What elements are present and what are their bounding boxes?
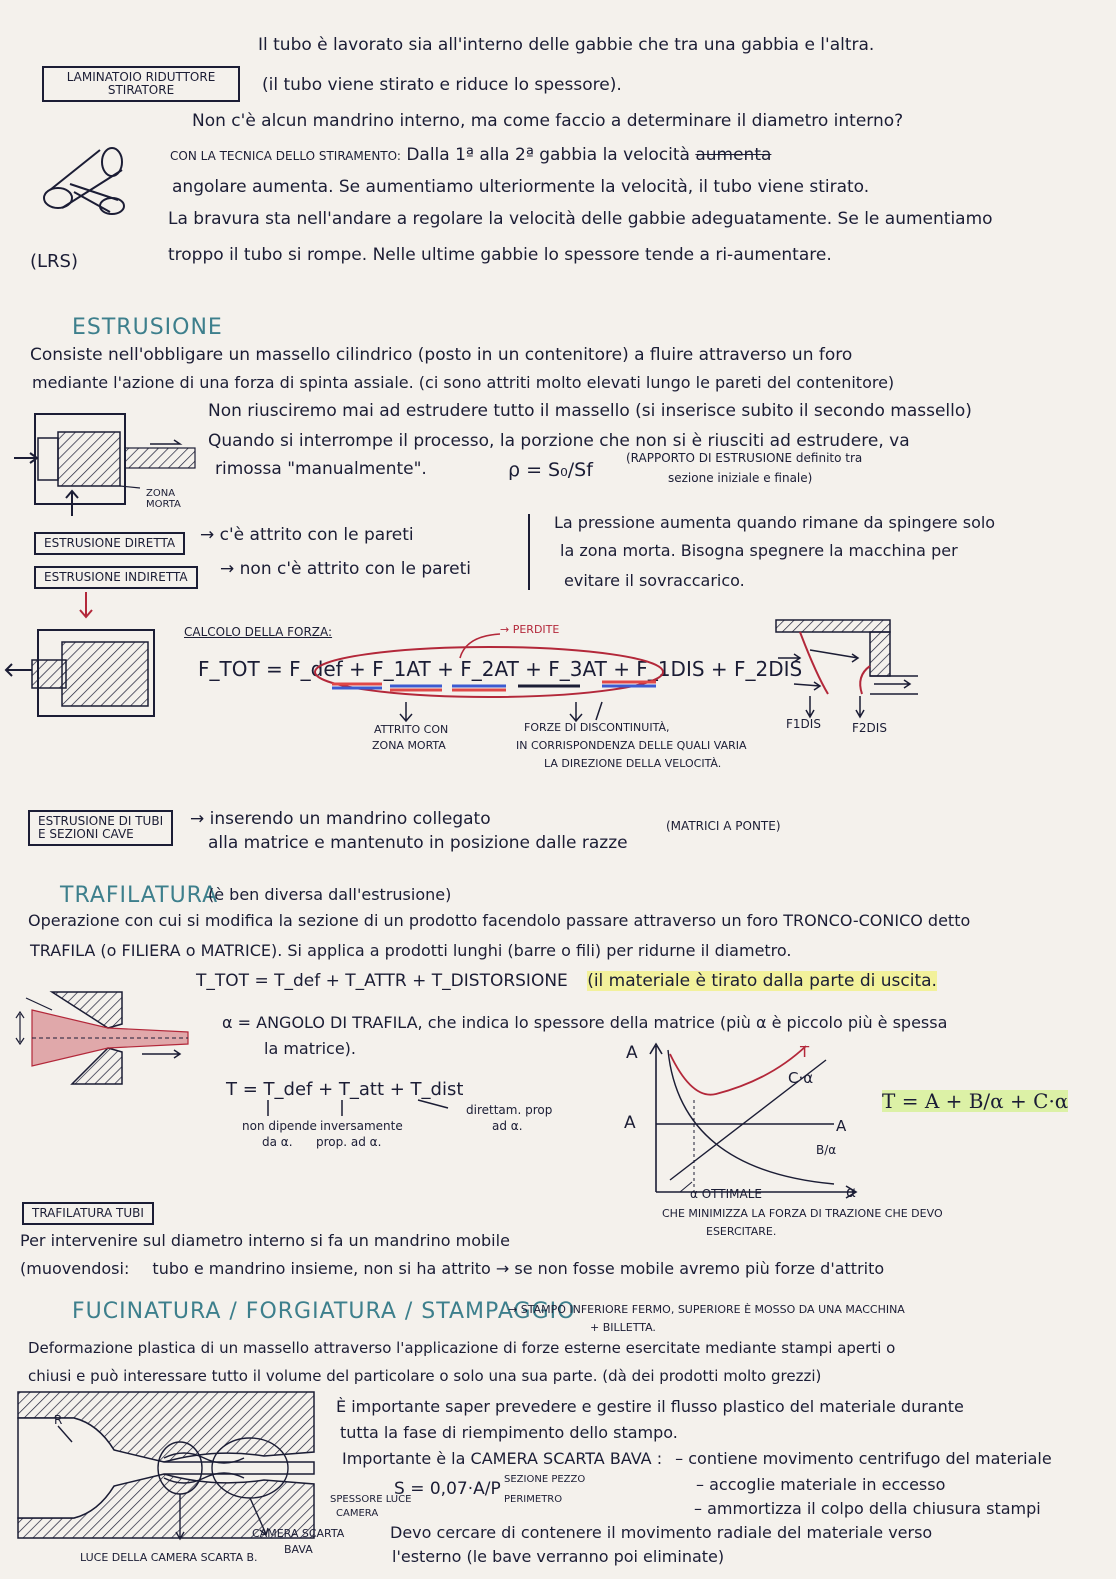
estrusione-title: ESTRUSIONE	[72, 315, 223, 340]
fucinatura-line3: È importante saper prevedere e gestire il flusso plastico del materiale durante	[336, 1397, 964, 1416]
estrusione-diretta-desc: c'è attrito con le pareti	[219, 525, 414, 545]
estrusione-diretta-text: → c'è attrito con le pareti	[200, 525, 414, 545]
graph-t-label: T	[800, 1043, 810, 1061]
fucinatura-line6: – accoglie materiale in eccesso	[696, 1475, 946, 1494]
ann-attrito-line2: ZONA MORTA	[372, 739, 446, 752]
laminatoio-line6: La bravura sta nell'andare a regolare la velocità delle gabbie adeguatamente. Se le aumentiamo	[168, 209, 993, 229]
trafilatura-line2: TRAFILA (o FILIERA o MATRICE). Si applica a prodotti lunghi (barre o fili) per ridurne il diametro.	[30, 941, 792, 960]
fucinatura-line5-b: – contiene movimento centrifugo del materiale	[675, 1449, 1052, 1468]
luce-camera-label: LUCE DELLA CAMERA SCARTA B.	[80, 1551, 258, 1564]
drawing-force-graph	[620, 1040, 870, 1210]
graph-ca-label: C·α	[788, 1069, 814, 1087]
perdite-text: PERDITE	[512, 623, 560, 636]
s-note-perimetro: PERIMETRO	[504, 1494, 563, 1505]
laminatoio-line7: troppo il tubo si rompe. Nelle ultime gabbie lo spessore tende a ri-aumentare.	[168, 245, 832, 265]
estrusione-line3: Non riusciremo mai ad estrudere tutto il massello (si inserisce subito il secondo massello)	[208, 401, 972, 421]
laminatoio-struck-word: aumenta	[695, 145, 772, 165]
estrusione-line4: Quando si interrompe il processo, la porzione che non si è riusciti ad estrudere, va	[208, 431, 910, 451]
direct-extrusion-diagram	[10, 408, 200, 528]
estrusione-tubi-box	[28, 810, 173, 846]
trafilatura-tubi-line2-a: (muovendosi:	[20, 1259, 130, 1278]
estrusione-indiretta-label: ESTRUSIONE INDIRETTA	[34, 566, 198, 589]
drawing-die-diagram	[12, 988, 192, 1088]
laminatoio-line4-text: Dalla 1ª alla 2ª gabbia la velocità	[406, 145, 690, 165]
trafilatura-tubi-line2-b: tubo e mandrino insieme, non si ha attrito → se non fosse mobile avremo più forze d'attrito	[152, 1259, 885, 1278]
trafilatura-formula1	[196, 972, 937, 991]
graph-caption-line1: CHE MINIMIZZA LA FORZA DI TRAZIONE CHE DEVO	[662, 1207, 943, 1220]
laminatoio-box	[42, 66, 240, 102]
laminatoio-line3: Non c'è alcun mandrino interno, ma come faccio a determinare il diametro interno?	[192, 111, 904, 131]
estrusione-tubi-line1: ESTRUSIONE DI TUBI	[38, 814, 164, 828]
dep-tdist-line2: ad α.	[492, 1119, 523, 1133]
estrusione-tubi-text2: alla matrice e mantenuto in posizione dalle razze	[208, 833, 628, 853]
dep-tdef-line1: non dipende	[242, 1119, 317, 1133]
laminatoio-line1: Il tubo è lavorato sia all'interno delle gabbie che tra una gabbia e l'altra.	[258, 35, 875, 55]
force-formula: F_TOT = F_def + F_1AT + F_2AT + F_3AT + F_1DIS + F_2DIS	[198, 657, 803, 681]
zona-morta-label: ZONA MORTA	[146, 488, 181, 510]
fucinatura-title-note2: + BILLETTA.	[590, 1321, 656, 1334]
trafilatura-title: TRAFILATURA	[60, 883, 219, 908]
estrusione-line2: mediante l'azione di una forza di spinta assiale. (ci sono attriti molto elevati lungo le pareti del contenitore)	[32, 373, 895, 392]
s-note-sezione: SEZIONE PEZZO	[504, 1474, 586, 1485]
ann-forze-line2: IN CORRISPONDENZA DELLE QUALI VARIA	[516, 739, 747, 752]
estrusione-diretta-label: ESTRUSIONE DIRETTA	[34, 532, 185, 555]
lrs-label: (LRS)	[30, 251, 79, 272]
fucinatura-title: FUCINATURA / FORGIATURA / STAMPAGGIO	[72, 1299, 576, 1324]
estrusione-indiretta-desc: non c'è attrito con le pareti	[239, 559, 472, 579]
bracket-line	[524, 512, 534, 592]
rho-formula: ρ = S₀/Sf	[508, 459, 593, 481]
fucinatura-line5-a: Importante è la CAMERA SCARTA BAVA :	[342, 1449, 663, 1468]
ann-forze-line1: FORZE DI DISCONTINUITÀ,	[524, 721, 670, 734]
graph-a-top: A	[626, 1043, 638, 1063]
rho-note-line1: (RAPPORTO DI ESTRUSIONE definito tra	[626, 451, 863, 465]
graph-a-right: A	[836, 1117, 847, 1135]
laminatoio-line4	[170, 146, 771, 165]
trafilatura-line1: Operazione con cui si modifica la sezione di un prodotto facendolo passare attraverso un foro TRONCO-CONICO detto	[28, 911, 971, 930]
pressione-line1: La pressione aumenta quando rimane da spingere solo	[554, 513, 996, 532]
estrusione-line1: Consiste nell'obbligare un massello cilindrico (posto in un contenitore) a fluire attraverso un foro	[30, 345, 853, 365]
fucinatura-title-note1: → STAMPO INFERIORE FERMO, SUPERIORE È MOSSO DA UNA MACCHINA	[508, 1303, 905, 1316]
laminatoio-line2: (il tubo viene stirato e riduce lo spessore).	[262, 75, 622, 95]
dep-tatt-line2: prop. ad α.	[316, 1135, 382, 1149]
spessore-luce-line1: SPESSORE LUCE	[330, 1494, 412, 1505]
camera-scarta-line2: BAVA	[284, 1543, 313, 1556]
estrusione-tubi-text1: → inserendo un mandrino collegato	[190, 809, 491, 829]
indirect-extrusion-diagram	[4, 624, 164, 724]
die-flow-diagram	[770, 614, 920, 724]
formula-oval	[312, 644, 666, 700]
fucinatura-line5	[342, 1450, 1052, 1468]
fucinatura-line1: Deformazione plastica di un massello attraverso l'applicazione di forze esterne esercitate mediante stampi aperti o	[28, 1339, 896, 1357]
ann-attrito-line1: ATTRITO CON	[374, 723, 449, 736]
trafilatura-formula2: T = T_def + T_att + T_dist	[226, 1079, 464, 1100]
fucinatura-line4: tutta la fase di riempimento dello stampo.	[340, 1423, 678, 1442]
graph-optimal-label: α OTTIMALE	[690, 1187, 762, 1201]
ann-forze-line3: LA DIREZIONE DELLA VELOCITÀ.	[544, 757, 722, 770]
perdite-label: → PERDITE	[500, 623, 560, 636]
matrici-ponte-note: (MATRICI A PONTE)	[666, 819, 781, 833]
rho-note-line2: sezione iniziale e finale)	[668, 471, 813, 485]
laminatoio-box-line1: LAMINATOIO RIDUTTORE	[66, 70, 216, 84]
graph-caption-line2: ESERCITARE.	[706, 1225, 777, 1238]
fucinatura-line7: – ammortizza il colpo della chiusura stampi	[694, 1499, 1041, 1518]
fucinatura-line9: l'esterno (le bave verranno poi eliminate)	[392, 1547, 725, 1566]
estrusione-tubi-line2: E SEZIONI CAVE	[38, 827, 134, 842]
f1dis-label: F1DIS	[786, 717, 821, 731]
trafilatura-tubi-line2	[20, 1260, 884, 1278]
forging-r-label: R	[54, 1413, 63, 1427]
rollers-sketch	[40, 140, 135, 220]
forging-die-diagram	[14, 1388, 334, 1548]
graph-ba-label: B/α	[816, 1143, 837, 1157]
graph-a-mid: A	[624, 1113, 636, 1133]
camera-scarta-line1: CAMERA SCARTA	[252, 1527, 345, 1540]
fucinatura-line2: chiusi e può interessare tutto il volume del particolare o solo una sua parte. (dà dei prodotti molto grezzi)	[28, 1367, 822, 1385]
trafilatura-formula1-text: T_TOT = T_def + T_ATTR + T_DISTORSIONE	[196, 971, 568, 991]
down-arrow	[76, 590, 96, 620]
f2dis-label: F2DIS	[852, 721, 887, 735]
laminatoio-technique-label: CON LA TECNICA DELLO STIRAMENTO:	[170, 149, 401, 163]
estrusione-indiretta-text: → non c'è attrito con le pareti	[220, 559, 472, 579]
pressione-line2: la zona morta. Bisogna spegnere la macchina per	[560, 541, 958, 560]
laminatoio-line5: angolare aumenta. Se aumentiamo ulteriormente la velocità, il tubo viene stirato.	[172, 177, 870, 197]
pressione-line3: evitare il sovraccarico.	[564, 571, 745, 590]
trafilatura-title-note: (è ben diversa dall'estrusione)	[208, 885, 452, 904]
alpha-definition-line2: la matrice).	[264, 1039, 356, 1058]
dep-tdist-line1: direttam. prop	[466, 1103, 553, 1117]
laminatoio-box-line2: STIRATORE	[107, 83, 175, 98]
fucinatura-line8: Devo cercare di contenere il movimento radiale del materiale verso	[390, 1523, 933, 1542]
calcolo-title: CALCOLO DELLA FORZA:	[184, 625, 333, 639]
dep-tdef-line2: da α.	[262, 1135, 293, 1149]
s-formula: S = 0,07·A/P	[394, 1479, 501, 1499]
graph-alpha-label: α	[846, 1183, 856, 1201]
trafilatura-tubi-line1: Per intervenire sul diametro interno si fa un mandrino mobile	[20, 1231, 510, 1250]
trafilatura-tubi-label: TRAFILATURA TUBI	[22, 1202, 154, 1225]
up-arrow	[62, 488, 82, 518]
graph-formula: T = A + B/α + C·α	[882, 1089, 1069, 1113]
dep-tatt-line1: inversamente	[320, 1119, 403, 1133]
spessore-luce-line2: CAMERA	[336, 1508, 379, 1519]
trafilatura-formula1-note: (il materiale è tirato dalla parte di uscita.	[587, 971, 937, 991]
estrusione-line5: rimossa "manualmente".	[215, 459, 427, 479]
alpha-definition-line1: α = ANGOLO DI TRAFILA, che indica lo spessore della matrice (più α è piccolo più è spessa	[222, 1013, 948, 1032]
